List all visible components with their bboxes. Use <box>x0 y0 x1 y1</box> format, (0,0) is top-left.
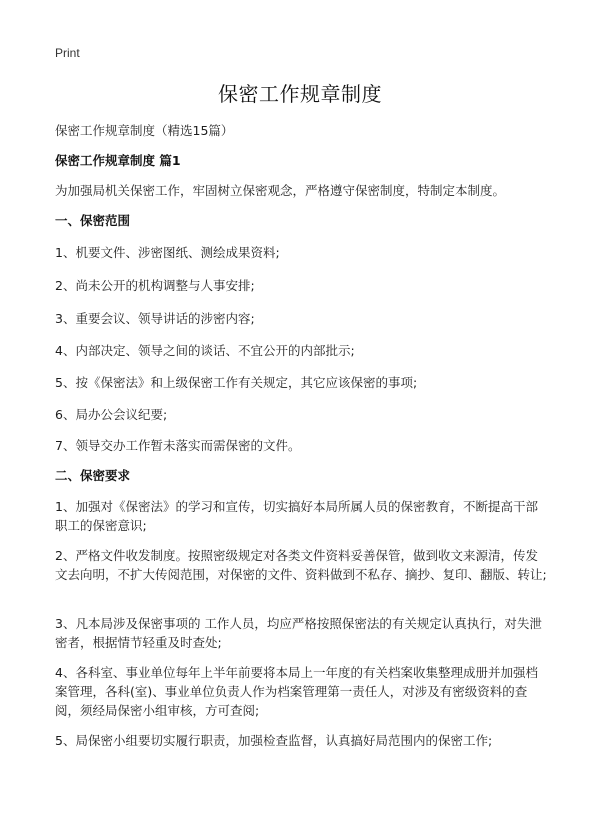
article-heading: 保密工作规章制度 篇1 <box>55 153 181 168</box>
scope-item: 4、内部决定、领导之间的谈话、不宜公开的内部批示; <box>55 343 355 358</box>
scope-item: 6、局办公会议纪要; <box>55 407 168 422</box>
requirement-item: 2、严格文件收发制度。按照密级规定对各类文件资料妥善保管，做到收文来源清，传发文去向明，不扩大传阅范围，对保密的文件、资料做到不私存、摘抄、复印、翻版、转让; <box>55 548 547 582</box>
document-subtitle: 保密工作规章制度（精选15篇） <box>55 123 234 138</box>
section-heading-scope: 一、保密范围 <box>55 213 131 228</box>
requirement-item: 4、各科室、事业单位每年上半年前要将本局上一年度的有关档案收集整理成册并加强档案管理，各科(室)、事业单位负责人作为档案管理第一责任人，对涉及有密级资料的查阅，须经局保密小组审核，方可查阅; <box>55 665 538 718</box>
scope-item: 7、领导交办工作暂未落实而需保密的文件。 <box>55 438 301 453</box>
scope-item: 2、尚未公开的机构调整与人事安排; <box>55 278 255 293</box>
print-link[interactable]: Print <box>55 46 80 60</box>
requirement-item: 5、局保密小组要切实履行职责，加强检查监督，认真搞好局范围内的保密工作; <box>55 733 493 748</box>
page-title: 保密工作规章制度 <box>218 82 382 106</box>
requirement-item: 3、凡本局涉及保密事项的 工作人员，均应严格按照保密法的有关规定认真执行，对失泄密者，根据情节轻重及时查处; <box>55 616 542 650</box>
section-heading-requirements: 二、保密要求 <box>55 468 131 483</box>
scope-item: 1、机要文件、涉密图纸、测绘成果资料; <box>55 245 280 260</box>
requirement-item: 1、加强对《保密法》的学习和宣传，切实搞好本局所属人员的保密教育，不断提高干部职工的保密意识; <box>55 499 538 533</box>
scope-item: 3、重要会议、领导讲话的涉密内容; <box>55 311 255 326</box>
scope-item: 5、按《保密法》和上级保密工作有关规定，其它应该保密的事项; <box>55 375 418 390</box>
intro-paragraph: 为加强局机关保密工作，牢固树立保密观念，严格遵守保密制度，特制定本制度。 <box>55 183 506 198</box>
